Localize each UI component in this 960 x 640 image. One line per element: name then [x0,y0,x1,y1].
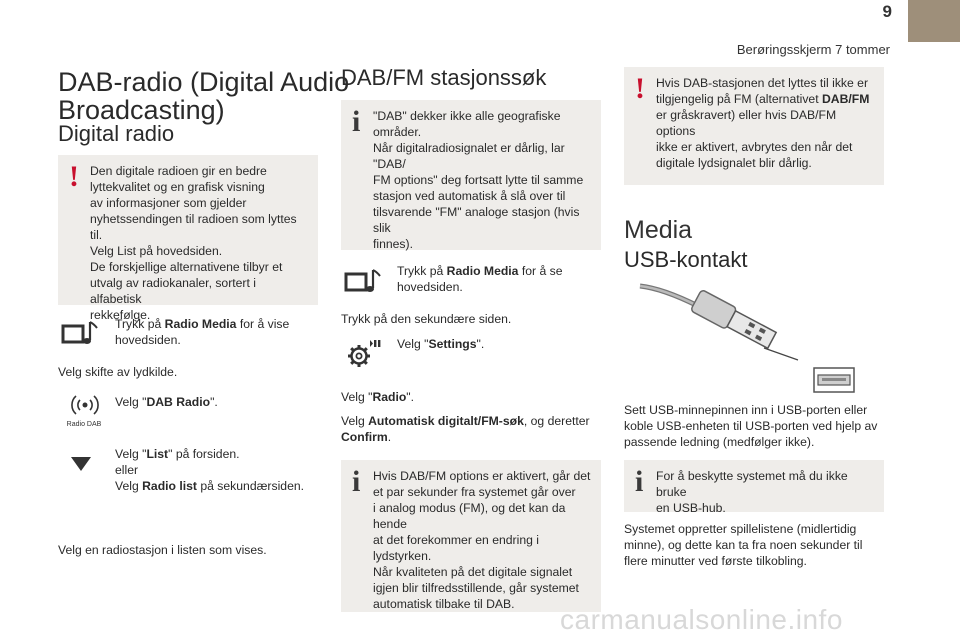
select-radio: Velg "Radio". [341,390,415,404]
usb-plug-icon [638,278,860,394]
info-note-2-text: Hvis DAB/FM options er aktivert, går det et par sekunder fra systemet går over i analog modus (FM), og det kan da hende at det forekommer en endring i lydstyrken. Når kvaliteten på det digitale signalet igjen blir tilfredsstillende, går systemet automatisk tilbake til DAB. [373,469,591,611]
warning-note-dab-fm [624,67,884,185]
info-note-2 [341,460,601,612]
dab-title: DAB-radio (Digital Audio Broadcasting) [58,67,350,125]
settings-icon [345,338,385,370]
warning-dab-fm-text: Hvis DAB-stasjonen det lyttes til ikke er tilgjengelig på FM (alternativet DAB/FM er gråskravert) eller hvis DAB/FM options ikke er aktivert, avbrytes den når det digitale lydsignalet blir dårlig. [656,76,870,170]
playlist-text: Systemet oppretter spillelistene (midlertidig minne), og dette kan ta fra noen sekunder til flere minutter ved første tilkobling. [624,522,863,568]
select-dab-radio: Velg "DAB Radio". [115,395,218,409]
usb-title: USB-kontakt [624,247,748,272]
corner-tab [908,0,960,42]
warning-text: Den digitale radioen gir en bedre lyttekvalitet og en grafisk visning av informasjoner som gjelder nyhetssendingen til radioen som lyttes til. Velg List på hovedsiden. De forskjellige alternativene tilbyr et utvalg av radiokanaler, sortert i alfabetisk rekkefølge. [90,164,297,322]
select-source-text: Velg skifte av lydkilde. [58,365,178,379]
digital-radio-subtitle: Digital radio [58,121,175,146]
music-icon [60,318,102,348]
usb-hub-text: For å beskytte systemet må du ikke bruke en USB-hub. [656,469,848,515]
watermark: carmanualsonline.info [560,604,843,635]
choose-station-text: Velg en radiostasjon i listen som vises. [58,543,267,557]
press-radio-media-2: Trykk på Radio Media for å se hovedsiden. [397,264,563,294]
warning-note [58,155,318,322]
header-title: Berøringsskjerm 7 tommer [736,42,890,57]
info-icon: i [635,465,644,498]
music-icon [343,266,385,296]
info-icon: i [352,465,361,498]
select-auto-search: Velg Automatisk digitalt/FM-søk, og deretter Confirm. [341,414,590,444]
radio-dab-icon [70,393,100,419]
info-note-1 [341,100,601,250]
media-title: Media [624,216,693,244]
secondary-page-text: Trykk på den sekundære siden. [341,312,512,326]
page-number: 9 [882,2,892,21]
info-icon: i [352,105,361,138]
warning-icon: ! [635,72,645,105]
press-radio-media-1: Trykk på Radio Media for å vise hovedsiden. [115,317,290,347]
info-note-1-text: "DAB" dekker ikke alle geografiske områder. Når digitalradiosignalet er dårlig, lar "DAB/ FM options" deg fortsatt lytte til samme stasjon ved automatisk å slå over til tilsvarende "FM" analoge stasjon (hvis slik finnes). [373,109,584,251]
select-list: Velg "List" på forsiden. eller Velg Radio list på sekundærsiden. [115,447,305,493]
radio-dab-caption: Radio DAB [66,421,102,428]
usb-instructions: Sett USB-minnepinnen inn i USB-porten eller koble USB-enheten til USB-porten ved hjelp av passende ledning (medfølger ikke). [624,403,878,449]
dab-fm-title: DAB/FM stasjonssøk [341,65,547,90]
info-note-usb-hub [624,460,884,515]
warning-icon: ! [69,160,79,193]
down-arrow-icon [70,456,92,472]
select-settings: Velg "Settings". [397,337,485,351]
